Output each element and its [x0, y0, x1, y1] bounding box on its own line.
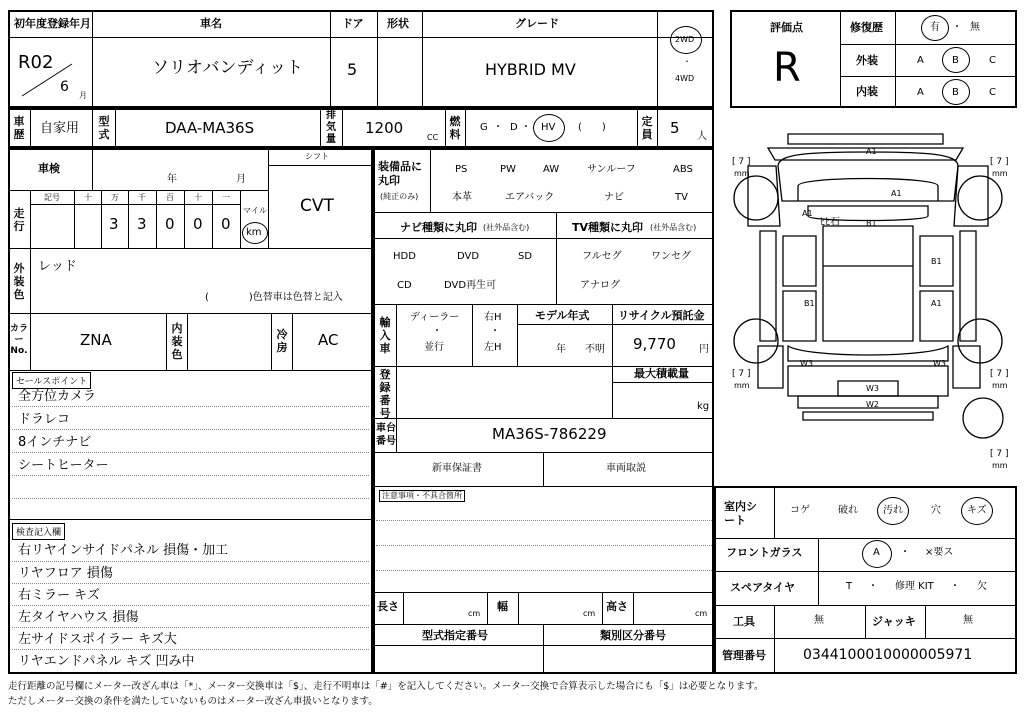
navi-type-label: ナビ種類に丸印	[400, 221, 477, 234]
inspector-label: 検査記入欄	[12, 523, 65, 540]
capacity-label: 定員	[641, 115, 653, 141]
chassis-label: 車台番号	[376, 423, 396, 447]
sales-point-item: 全方位カメラ	[18, 389, 97, 404]
damage-mark: B1	[866, 219, 877, 228]
warranty-label: 新車保証書	[432, 463, 482, 474]
sales-point-item: シートヒーター	[18, 458, 109, 473]
displacement-value: 1200	[365, 119, 404, 137]
equipment-label: 装備品に丸印	[378, 160, 422, 187]
inspection-label: 車検	[38, 162, 60, 175]
class-number-label: 類別区分番号	[600, 629, 666, 642]
fuel-hv: HV	[541, 122, 556, 133]
reg-no-label: 登録番号	[379, 368, 391, 420]
windshield-label: フロントガラス	[726, 546, 803, 559]
shape-label: 形状	[387, 17, 409, 30]
capacity-value: 5	[670, 119, 680, 137]
inspector-note: リヤフロア 損傷	[18, 566, 113, 581]
notes-label: 注意事項・不具合箇所	[379, 490, 465, 502]
svg-text:mm: mm	[992, 381, 1008, 390]
score-label: 評価点	[770, 21, 803, 34]
svg-text:[ 7 ]: [ 7 ]	[732, 157, 751, 167]
damage-mark: A1	[931, 299, 942, 308]
mileage-digit: 0	[165, 215, 175, 233]
shift-label: シフト	[305, 152, 329, 161]
history-label: 車歴	[13, 115, 25, 141]
fuel-label: 燃料	[449, 115, 461, 141]
month-unit: 月	[79, 91, 87, 100]
car-name-value: ソリオバンディット	[152, 58, 304, 78]
sales-point-label: セールスポイント	[12, 372, 91, 389]
first-reg-month: 6	[60, 79, 69, 95]
interior-color-label: 内装色	[171, 322, 183, 361]
repair-label: 修復歴	[850, 21, 883, 34]
tv-type-label: TV種類に丸印	[572, 221, 644, 234]
damage-mark: W3	[800, 359, 813, 368]
history-value: 自家用	[40, 121, 80, 136]
first-reg-era: R02	[18, 52, 54, 73]
svg-text:mm: mm	[992, 169, 1008, 178]
recycle-value: 9,770	[633, 335, 676, 353]
damage-mark: W3	[933, 359, 946, 368]
mileage-digit: 0	[193, 215, 203, 233]
svg-text:[ 7 ]: [ 7 ]	[990, 369, 1009, 379]
svg-text:mm: mm	[734, 169, 750, 178]
jack-label: ジャッキ	[872, 615, 916, 628]
grade-label: グレード	[515, 17, 559, 30]
cooler-value: AC	[318, 331, 339, 349]
inspector-note: 左サイドスポイラー キズ大	[18, 632, 177, 647]
footer-line-1: 走行距離の記号欄にメーター改ざん車は「*」、メーター交換車は「$」、走行不明車は「#」を記入してください。メーター交換で合算表示した場合にも「$」は必要となります。	[8, 681, 764, 692]
manage-value: 0344100010000005971	[803, 647, 973, 663]
color-value: レッド	[38, 259, 77, 274]
row2-box	[8, 108, 714, 148]
repair-yes: 有	[930, 22, 940, 33]
inspector-note: リヤエンドパネル キズ 凹み中	[18, 654, 195, 669]
sales-point-item: 8インチナビ	[18, 435, 92, 450]
svg-text:mm: mm	[734, 381, 750, 390]
displacement-label: 排気量	[326, 110, 336, 145]
color-no-value: ZNA	[80, 331, 112, 349]
recycle-label: リサイクル預託金	[618, 309, 705, 322]
max-load-label: 最大積載量	[634, 367, 689, 380]
damage-mark: W2	[866, 400, 879, 409]
drive-4wd: 4WD	[675, 74, 695, 83]
damage-mark: A1	[891, 189, 902, 198]
sales-point-item: ドラレコ	[18, 412, 71, 427]
first-reg-label: 初年度登録年月	[14, 17, 91, 30]
damage-mark: A1	[866, 147, 877, 156]
cooler-label: 冷房	[276, 328, 288, 354]
color-label: 外装色	[13, 262, 25, 301]
shift-value: CVT	[300, 196, 334, 216]
damage-mark: W3	[866, 384, 879, 393]
repair-no: 無	[970, 22, 980, 33]
inspector-note: 左タイヤハウス 損傷	[18, 610, 139, 625]
damage-mark: B1	[804, 299, 815, 308]
import-label: 輸入車	[379, 316, 391, 355]
color-no-label: カラーNo.	[10, 324, 29, 356]
inspector-note: 右ミラー キズ	[18, 588, 100, 603]
damage-mark: A1	[802, 209, 813, 218]
svg-text:[ 7 ]: [ 7 ]	[990, 449, 1009, 459]
score-value: R	[773, 45, 801, 91]
exterior-label: 外装	[856, 54, 878, 67]
mileage-digit: 3	[109, 215, 119, 233]
svg-text:[ 7 ]: [ 7 ]	[990, 157, 1009, 167]
interior-label: 内装	[856, 85, 878, 98]
diagonal-slash	[20, 60, 80, 100]
manage-label: 管理番号	[722, 649, 766, 662]
model-year-label: モデル年式	[535, 309, 590, 322]
car-name-label: 車名	[200, 17, 222, 30]
spare-tire-label: スペアタイヤ	[730, 581, 796, 594]
footer-line-2: ただしメーター交換の条件を満たしていないものはメーター改ざん車扱いとなります。	[8, 696, 378, 707]
mileage-digit: 0	[221, 215, 231, 233]
svg-text:mm: mm	[992, 461, 1008, 470]
mileage-digit: 3	[137, 215, 147, 233]
drive-2wd: 2WD	[675, 35, 695, 44]
type-designation-label: 型式指定番号	[422, 629, 488, 642]
tools-label: 工具	[733, 615, 755, 628]
mileage-label: 走行	[13, 207, 25, 233]
damage-note: ﾋﾋ石	[820, 217, 840, 228]
model-label: 型式	[98, 115, 110, 141]
manual-label: 車両取説	[606, 463, 646, 474]
model-value: DAA-MA36S	[165, 119, 255, 137]
svg-text:[ 7 ]: [ 7 ]	[732, 369, 751, 379]
door-value: 5	[347, 60, 358, 79]
car-damage-diagram	[728, 126, 1018, 476]
inspector-note: 右リヤインサイドパネル 損傷・加工	[18, 543, 229, 558]
door-label: ドア	[342, 17, 364, 30]
chassis-value: MA36S-786229	[492, 425, 607, 443]
interior-seat-label: 室内シート	[724, 500, 757, 527]
grade-value: HYBRID MV	[485, 60, 576, 79]
damage-mark: B1	[931, 257, 942, 266]
